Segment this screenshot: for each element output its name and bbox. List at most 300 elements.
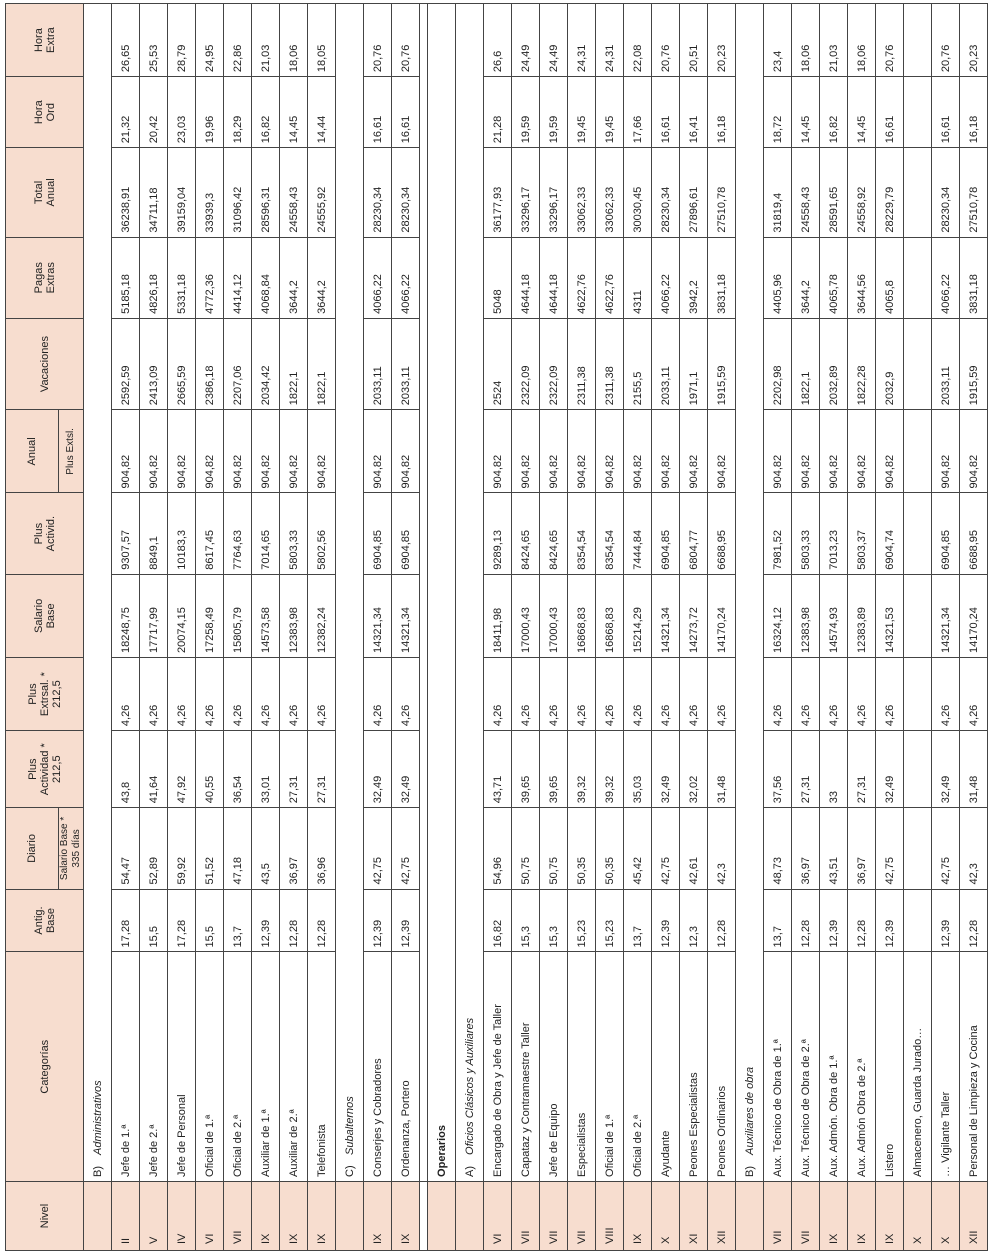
- table-row: [904, 4, 932, 1251]
- nivel-cell: XII: [960, 1181, 988, 1250]
- value-cell: 15,3: [540, 889, 568, 952]
- nivel-cell: IX: [848, 1181, 876, 1250]
- value-cell: 42,75: [876, 808, 904, 889]
- value-cell: 6688,95: [960, 493, 988, 574]
- value-cell: 2311,38: [596, 318, 624, 409]
- table-row: [960, 4, 988, 1251]
- header-vacaciones: Vacaciones: [6, 318, 84, 409]
- value-cell: 4,26: [168, 658, 196, 731]
- value-cell: 27896,61: [680, 148, 708, 237]
- header-anual: Anual: [6, 410, 59, 493]
- value-cell: 1822,1: [792, 318, 820, 409]
- nivel-cell: [336, 1181, 364, 1250]
- value-cell: 904,82: [224, 410, 252, 493]
- value-cell: 12383,89: [848, 574, 876, 657]
- section-row: [84, 4, 112, 1251]
- value-cell: 2322,09: [540, 318, 568, 409]
- value-cell: 39,65: [512, 731, 540, 808]
- value-cell: 43,71: [484, 731, 512, 808]
- value-cell: 4,26: [932, 658, 960, 731]
- category-cell: Aux. Admón. Obra de 1.ª: [820, 952, 848, 1181]
- table-row: [596, 4, 624, 1251]
- value-cell: 2033,11: [392, 318, 420, 409]
- value-cell: 12,39: [932, 889, 960, 952]
- header-antig-base: Antig. Base: [6, 889, 84, 952]
- value-cell: 15805,79: [224, 574, 252, 657]
- value-cell: 32,02: [680, 731, 708, 808]
- value-cell: 4,26: [792, 658, 820, 731]
- value-cell: 24558,92: [848, 148, 876, 237]
- value-cell: 3644,2: [308, 237, 336, 318]
- value-cell: 4644,18: [540, 237, 568, 318]
- value-cell: 24,95: [196, 4, 224, 77]
- value-cell: 17,66: [624, 77, 652, 148]
- value-cell: 4,26: [280, 658, 308, 731]
- value-cell: [904, 77, 932, 148]
- value-cell: 904,82: [820, 410, 848, 493]
- value-cell: 4,26: [568, 658, 596, 731]
- value-cell: 17,28: [112, 889, 140, 952]
- value-cell: 12,39: [392, 889, 420, 952]
- value-cell: 904,82: [512, 410, 540, 493]
- value-cell: 4065,78: [820, 237, 848, 318]
- value-cell: 16,61: [876, 77, 904, 148]
- value-cell: 4068,84: [252, 237, 280, 318]
- value-cell: 7981,52: [764, 493, 792, 574]
- value-cell: 32,49: [364, 731, 392, 808]
- value-cell: 24,49: [540, 4, 568, 77]
- value-cell: 7764,63: [224, 493, 252, 574]
- value-cell: 18,06: [792, 4, 820, 77]
- category-cell: Jefe de Equipo: [540, 952, 568, 1181]
- value-cell: 3831,18: [960, 237, 988, 318]
- value-cell: 27,31: [792, 731, 820, 808]
- section-row: [456, 4, 484, 1251]
- value-cell: 20,76: [876, 4, 904, 77]
- value-cell: 19,59: [540, 77, 568, 148]
- value-cell: 28,79: [168, 4, 196, 77]
- value-cell: 16,61: [392, 77, 420, 148]
- value-cell: 13,7: [764, 889, 792, 952]
- section-label: [456, 4, 484, 1182]
- value-cell: 22,08: [624, 4, 652, 77]
- value-cell: 4,26: [708, 658, 736, 731]
- value-cell: 41,64: [140, 731, 168, 808]
- value-cell: 12,39: [252, 889, 280, 952]
- value-cell: 24,31: [568, 4, 596, 77]
- value-cell: [904, 731, 932, 808]
- value-cell: 33062,33: [568, 148, 596, 237]
- category-cell: Ayudante: [652, 952, 680, 1181]
- value-cell: 15,5: [140, 889, 168, 952]
- value-cell: 4405,96: [764, 237, 792, 318]
- value-cell: 13,7: [224, 889, 252, 952]
- value-cell: 50,35: [596, 808, 624, 889]
- value-cell: 17000,43: [512, 574, 540, 657]
- value-cell: 25,53: [140, 4, 168, 77]
- value-cell: 10183,3: [168, 493, 196, 574]
- value-cell: 27510,78: [708, 148, 736, 237]
- section-row: [336, 4, 364, 1251]
- section-tag: B): [743, 1165, 756, 1177]
- value-cell: 18,05: [308, 4, 336, 77]
- value-cell: 4644,18: [512, 237, 540, 318]
- category-cell: Capataz y Contramaestre Taller: [512, 952, 540, 1181]
- value-cell: 19,45: [596, 77, 624, 148]
- header-salario-base: Salario Base: [6, 574, 84, 657]
- value-cell: 33,01: [252, 731, 280, 808]
- value-cell: [904, 4, 932, 77]
- value-cell: 2032,9: [876, 318, 904, 409]
- category-cell: Listero: [876, 952, 904, 1181]
- value-cell: 904,82: [680, 410, 708, 493]
- value-cell: 20,76: [392, 4, 420, 77]
- value-cell: 26,65: [112, 4, 140, 77]
- value-cell: [904, 410, 932, 493]
- value-cell: 5185,18: [112, 237, 140, 318]
- section-label: [736, 4, 764, 1182]
- value-cell: 4,26: [392, 658, 420, 731]
- value-cell: 15214,29: [624, 574, 652, 657]
- value-cell: 3644,2: [792, 237, 820, 318]
- value-cell: 18,06: [848, 4, 876, 77]
- value-cell: 5803,37: [848, 493, 876, 574]
- value-cell: 33296,17: [540, 148, 568, 237]
- spacer-row: [420, 4, 428, 1251]
- table-row: [848, 4, 876, 1251]
- value-cell: 43,51: [820, 808, 848, 889]
- value-cell: 14,45: [792, 77, 820, 148]
- value-cell: 42,75: [364, 808, 392, 889]
- value-cell: 6688,95: [708, 493, 736, 574]
- value-cell: 904,82: [568, 410, 596, 493]
- value-cell: 52,89: [140, 808, 168, 889]
- value-cell: 36,54: [224, 731, 252, 808]
- header-categorias: Categorías: [6, 952, 84, 1181]
- value-cell: 24,49: [512, 4, 540, 77]
- table-row: [876, 4, 904, 1251]
- nivel-cell: IX: [308, 1181, 336, 1250]
- value-cell: 17258,49: [196, 574, 224, 657]
- nivel-cell: X: [652, 1181, 680, 1250]
- value-cell: 50,75: [540, 808, 568, 889]
- value-cell: 19,45: [568, 77, 596, 148]
- category-cell: Aux. Técnico de Obra de 2.ª: [792, 952, 820, 1181]
- value-cell: 4,26: [764, 658, 792, 731]
- value-cell: 4,26: [252, 658, 280, 731]
- value-cell: 904,82: [764, 410, 792, 493]
- value-cell: 904,82: [196, 410, 224, 493]
- value-cell: 4,26: [512, 658, 540, 731]
- value-cell: 32,49: [392, 731, 420, 808]
- value-cell: 4,26: [224, 658, 252, 731]
- value-cell: 12,28: [960, 889, 988, 952]
- value-cell: 1822,1: [280, 318, 308, 409]
- value-cell: 35,03: [624, 731, 652, 808]
- value-cell: 4,26: [484, 658, 512, 731]
- category-cell: Personal de Limpieza y Cocina: [960, 952, 988, 1181]
- salary-table: [5, 3, 988, 1251]
- value-cell: 12,28: [848, 889, 876, 952]
- category-cell: Jefe de 2.ª: [140, 952, 168, 1181]
- value-cell: 4,26: [624, 658, 652, 731]
- value-cell: 14321,34: [652, 574, 680, 657]
- value-cell: 12,39: [652, 889, 680, 952]
- section-tag: A): [463, 1165, 476, 1177]
- spacer-cell: [420, 4, 428, 1182]
- nivel-cell: X: [904, 1181, 932, 1250]
- value-cell: 33296,17: [512, 148, 540, 237]
- value-cell: 5331,18: [168, 237, 196, 318]
- nivel-cell: II: [112, 1181, 140, 1250]
- value-cell: 45,42: [624, 808, 652, 889]
- value-cell: 5802,56: [308, 493, 336, 574]
- value-cell: 19,96: [196, 77, 224, 148]
- nivel-cell: IX: [364, 1181, 392, 1250]
- value-cell: 4,26: [876, 658, 904, 731]
- value-cell: 27,31: [280, 731, 308, 808]
- value-cell: 14170,24: [708, 574, 736, 657]
- value-cell: 8617,45: [196, 493, 224, 574]
- value-cell: 904,82: [280, 410, 308, 493]
- value-cell: 2033,11: [932, 318, 960, 409]
- value-cell: [904, 574, 932, 657]
- value-cell: 904,82: [308, 410, 336, 493]
- value-cell: 42,3: [960, 808, 988, 889]
- value-cell: [904, 889, 932, 952]
- category-cell: Conserjes y Cobradores: [364, 952, 392, 1181]
- table-row: [140, 4, 168, 1251]
- value-cell: 12383,98: [280, 574, 308, 657]
- value-cell: 17717,99: [140, 574, 168, 657]
- table-header: [6, 4, 84, 1251]
- value-cell: 20,23: [708, 4, 736, 77]
- category-cell: Encargado de Obra y Jefe de Taller: [484, 952, 512, 1181]
- value-cell: 20,42: [140, 77, 168, 148]
- group-row: [428, 4, 456, 1251]
- value-cell: 4,26: [820, 658, 848, 731]
- value-cell: 15,23: [568, 889, 596, 952]
- value-cell: 4065,8: [876, 237, 904, 318]
- value-cell: 21,03: [820, 4, 848, 77]
- value-cell: 6904,74: [876, 493, 904, 574]
- value-cell: 6904,85: [364, 493, 392, 574]
- value-cell: 2202,98: [764, 318, 792, 409]
- value-cell: 27,31: [848, 731, 876, 808]
- value-cell: 18,29: [224, 77, 252, 148]
- table-row: [820, 4, 848, 1251]
- value-cell: 2322,09: [512, 318, 540, 409]
- category-cell: Aux. Admón Obra de 2.ª: [848, 952, 876, 1181]
- value-cell: 904,82: [932, 410, 960, 493]
- value-cell: 16868,83: [568, 574, 596, 657]
- value-cell: 2665,59: [168, 318, 196, 409]
- value-cell: 59,92: [168, 808, 196, 889]
- nivel-cell: VIII: [596, 1181, 624, 1250]
- value-cell: 12383,98: [792, 574, 820, 657]
- value-cell: 12,28: [308, 889, 336, 952]
- table-row: [112, 4, 140, 1251]
- value-cell: 14321,34: [392, 574, 420, 657]
- value-cell: 32,49: [876, 731, 904, 808]
- table-row: [512, 4, 540, 1251]
- value-cell: 14573,58: [252, 574, 280, 657]
- value-cell: 5048: [484, 237, 512, 318]
- value-cell: 15,5: [196, 889, 224, 952]
- value-cell: 48,73: [764, 808, 792, 889]
- value-cell: 28230,34: [932, 148, 960, 237]
- value-cell: 14321,53: [876, 574, 904, 657]
- nivel-cell: IX: [280, 1181, 308, 1250]
- value-cell: 4772,36: [196, 237, 224, 318]
- category-cell: Jefe de 1.ª: [112, 952, 140, 1181]
- value-cell: 30030,45: [624, 148, 652, 237]
- value-cell: 24,31: [596, 4, 624, 77]
- section-tag: C): [343, 1165, 356, 1177]
- value-cell: 33939,3: [196, 148, 224, 237]
- category-cell: Oficial de 1.ª: [196, 952, 224, 1181]
- nivel-cell: IX: [252, 1181, 280, 1250]
- value-cell: 14,45: [280, 77, 308, 148]
- value-cell: 42,75: [392, 808, 420, 889]
- value-cell: [904, 237, 932, 318]
- value-cell: 8354,54: [568, 493, 596, 574]
- value-cell: 24558,43: [792, 148, 820, 237]
- value-cell: 7444,84: [624, 493, 652, 574]
- table-row: [252, 4, 280, 1251]
- value-cell: 6804,77: [680, 493, 708, 574]
- category-cell: Oficial de 1.ª: [596, 952, 624, 1181]
- section-label: [84, 4, 112, 1182]
- value-cell: 26,6: [484, 4, 512, 77]
- value-cell: 904,82: [168, 410, 196, 493]
- value-cell: 36,96: [308, 808, 336, 889]
- value-cell: 12,28: [708, 889, 736, 952]
- nivel-cell: IX: [876, 1181, 904, 1250]
- nivel-cell: XI: [680, 1181, 708, 1250]
- nivel-cell: [420, 1181, 428, 1250]
- value-cell: 42,3: [708, 808, 736, 889]
- value-cell: 2033,11: [364, 318, 392, 409]
- value-cell: 904,82: [252, 410, 280, 493]
- table-row: [764, 4, 792, 1251]
- table-row: [568, 4, 596, 1251]
- value-cell: 39,32: [568, 731, 596, 808]
- nivel-cell: IX: [624, 1181, 652, 1250]
- category-cell: Aux. Técnico de Obra de 1.ª: [764, 952, 792, 1181]
- value-cell: 47,18: [224, 808, 252, 889]
- nivel-cell: VII: [764, 1181, 792, 1250]
- value-cell: 6904,85: [652, 493, 680, 574]
- section-title: Auxiliares de obra: [743, 1066, 756, 1155]
- value-cell: 31819,4: [764, 148, 792, 237]
- value-cell: 4,26: [596, 658, 624, 731]
- value-cell: 16868,83: [596, 574, 624, 657]
- value-cell: 904,82: [848, 410, 876, 493]
- value-cell: 50,35: [568, 808, 596, 889]
- value-cell: 42,75: [652, 808, 680, 889]
- nivel-cell: V: [140, 1181, 168, 1250]
- value-cell: 1971,1: [680, 318, 708, 409]
- value-cell: 36177,93: [484, 148, 512, 237]
- table-row: [280, 4, 308, 1251]
- value-cell: 2155,5: [624, 318, 652, 409]
- value-cell: 28230,34: [364, 148, 392, 237]
- table-row: [708, 4, 736, 1251]
- section-tag: B): [91, 1165, 104, 1177]
- table-row: [392, 4, 420, 1251]
- table-body: [84, 4, 988, 1251]
- value-cell: 12,28: [792, 889, 820, 952]
- category-cell: Telefonista: [308, 952, 336, 1181]
- category-cell: Almacenero, Guarda Jurado…: [904, 952, 932, 1181]
- value-cell: 4,26: [652, 658, 680, 731]
- section-label: [336, 4, 364, 1182]
- value-cell: 27510,78: [960, 148, 988, 237]
- value-cell: 16,82: [252, 77, 280, 148]
- value-cell: 14574,93: [820, 574, 848, 657]
- value-cell: 15,23: [596, 889, 624, 952]
- value-cell: 4066,22: [392, 237, 420, 318]
- value-cell: 4,26: [364, 658, 392, 731]
- table-row: [308, 4, 336, 1251]
- value-cell: 31,48: [708, 731, 736, 808]
- value-cell: 4066,22: [932, 237, 960, 318]
- category-cell: Oficial de 2.ª: [624, 952, 652, 1181]
- nivel-cell: VI: [196, 1181, 224, 1250]
- value-cell: 16,18: [960, 77, 988, 148]
- header-plus-actividad: Plus Actividad * 212,5: [6, 731, 84, 808]
- group-label: Operarios: [428, 4, 456, 1182]
- value-cell: 3942,2: [680, 237, 708, 318]
- value-cell: 51,52: [196, 808, 224, 889]
- value-cell: 1915,59: [960, 318, 988, 409]
- value-cell: 54,47: [112, 808, 140, 889]
- nivel-cell: VII: [568, 1181, 596, 1250]
- value-cell: 28230,34: [392, 148, 420, 237]
- value-cell: 6904,85: [932, 493, 960, 574]
- value-cell: 14321,34: [932, 574, 960, 657]
- nivel-cell: [84, 1181, 112, 1250]
- value-cell: 904,82: [112, 410, 140, 493]
- value-cell: 54,96: [484, 808, 512, 889]
- value-cell: 9289,13: [484, 493, 512, 574]
- header-pagas-extras: Pagas Extras: [6, 237, 84, 318]
- value-cell: 904,82: [652, 410, 680, 493]
- value-cell: 19,59: [512, 77, 540, 148]
- value-cell: 33062,33: [596, 148, 624, 237]
- value-cell: 1915,59: [708, 318, 736, 409]
- value-cell: 21,28: [484, 77, 512, 148]
- value-cell: 36,97: [848, 808, 876, 889]
- category-cell: Oficial de 2.ª: [224, 952, 252, 1181]
- nivel-cell: VII: [224, 1181, 252, 1250]
- value-cell: 16,61: [364, 77, 392, 148]
- header-plus-extrsal: Plus Extrsal. * 212,5: [6, 658, 84, 731]
- value-cell: 904,82: [624, 410, 652, 493]
- value-cell: 4,26: [960, 658, 988, 731]
- value-cell: 36238,91: [112, 148, 140, 237]
- value-cell: 16,61: [652, 77, 680, 148]
- value-cell: 1822,1: [308, 318, 336, 409]
- category-cell: Peones Especialistas: [680, 952, 708, 1181]
- value-cell: 904,82: [140, 410, 168, 493]
- section-title: Subalternos: [343, 1096, 356, 1155]
- value-cell: 20,76: [652, 4, 680, 77]
- nivel-cell: [428, 1181, 456, 1250]
- value-cell: 4,26: [112, 658, 140, 731]
- header-hora-extra: Hora Extra: [6, 4, 84, 77]
